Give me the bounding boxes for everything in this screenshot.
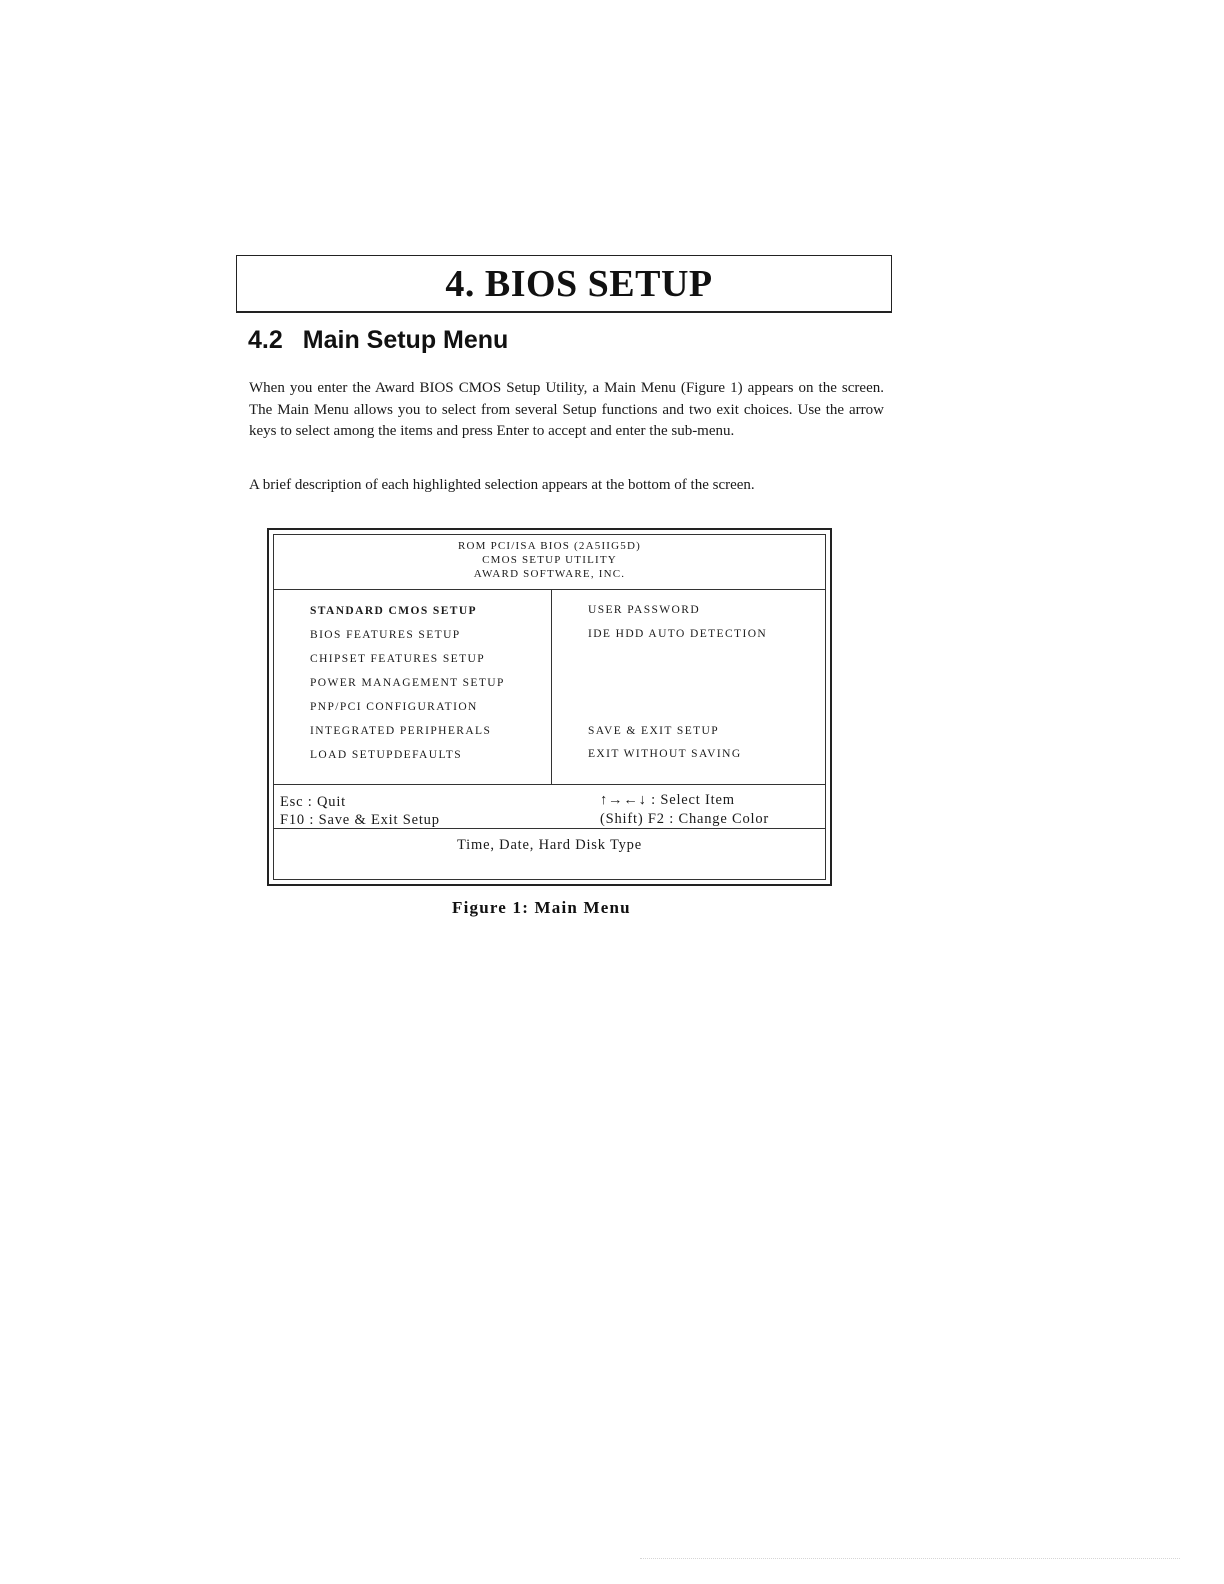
menu-item-chipset-features-setup[interactable]: CHIPSET FEATURES SETUP: [310, 653, 486, 665]
key-shift-f2-change-color: (Shift) F2 : Change Color: [600, 811, 770, 827]
figure-caption: Figure 1: Main Menu: [452, 898, 631, 917]
section-number: 4.2: [248, 326, 283, 354]
description-paragraph: A brief description of each highlighted selection appears at the bottom of the screen.: [249, 477, 755, 493]
bios-header-line: AWARD SOFTWARE, INC.: [473, 568, 626, 580]
bios-header: [274, 535, 825, 590]
menu-item-exit-without-saving[interactable]: EXIT WITHOUT SAVING: [588, 748, 742, 760]
bios-main-menu-screen: [267, 528, 832, 886]
bios-help-description: Time, Date, Hard Disk Type: [457, 837, 642, 853]
section-title: Main Setup Menu: [302, 326, 509, 354]
menu-item-power-management-setup[interactable]: POWER MANAGEMENT SETUP: [310, 677, 505, 689]
key-f10-save-exit: F10 : Save & Exit Setup: [280, 812, 440, 828]
menu-item-load-setup-defaults[interactable]: LOAD SETUPDEFAULTS: [310, 749, 463, 761]
menu-item-ide-hdd-auto-detection[interactable]: IDE HDD AUTO DETECTION: [588, 628, 768, 640]
menu-item-standard-cmos-setup[interactable]: STANDARD CMOS SETUP: [310, 605, 477, 617]
menu-item-integrated-peripherals[interactable]: INTEGRATED PERIPHERALS: [310, 725, 492, 737]
menu-item-bios-features-setup[interactable]: BIOS FEATURES SETUP: [310, 629, 461, 641]
scan-artifact-dots: [640, 1552, 1180, 1559]
bios-menu-panel: [274, 590, 825, 785]
bios-header-line: CMOS SETUP UTILITY: [482, 554, 617, 566]
intro-paragraph: When you enter the Award BIOS CMOS Setup Utility, a Main Menu (Figure 1) appears on the screen. The Main Menu allows you to select from several Setup functions and two exit choices. Use the arrow keys to select among the items and press Enter to accept and enter the sub-menu.: [249, 380, 884, 439]
bios-menu-right-column: [552, 590, 825, 784]
bios-menu-left-column: [274, 590, 552, 784]
menu-item-user-password[interactable]: USER PASSWORD: [588, 604, 701, 616]
chapter-title-box: [236, 255, 892, 313]
menu-item-save-exit-setup[interactable]: SAVE & EXIT SETUP: [588, 725, 720, 737]
bios-key-legend: [274, 784, 825, 829]
key-esc-quit: Esc : Quit: [280, 794, 346, 810]
menu-item-pnp-pci-configuration[interactable]: PNP/PCI CONFIGURATION: [310, 701, 478, 713]
key-arrows-select-item: ↑→←↓ : Select Item: [600, 792, 735, 808]
bios-header-line: ROM PCI/ISA BIOS (2A5IIG5D): [457, 540, 642, 552]
section-heading: [248, 326, 508, 355]
chapter-title: 4. BIOS SETUP: [445, 262, 713, 305]
bios-screen-frame: [273, 534, 826, 880]
